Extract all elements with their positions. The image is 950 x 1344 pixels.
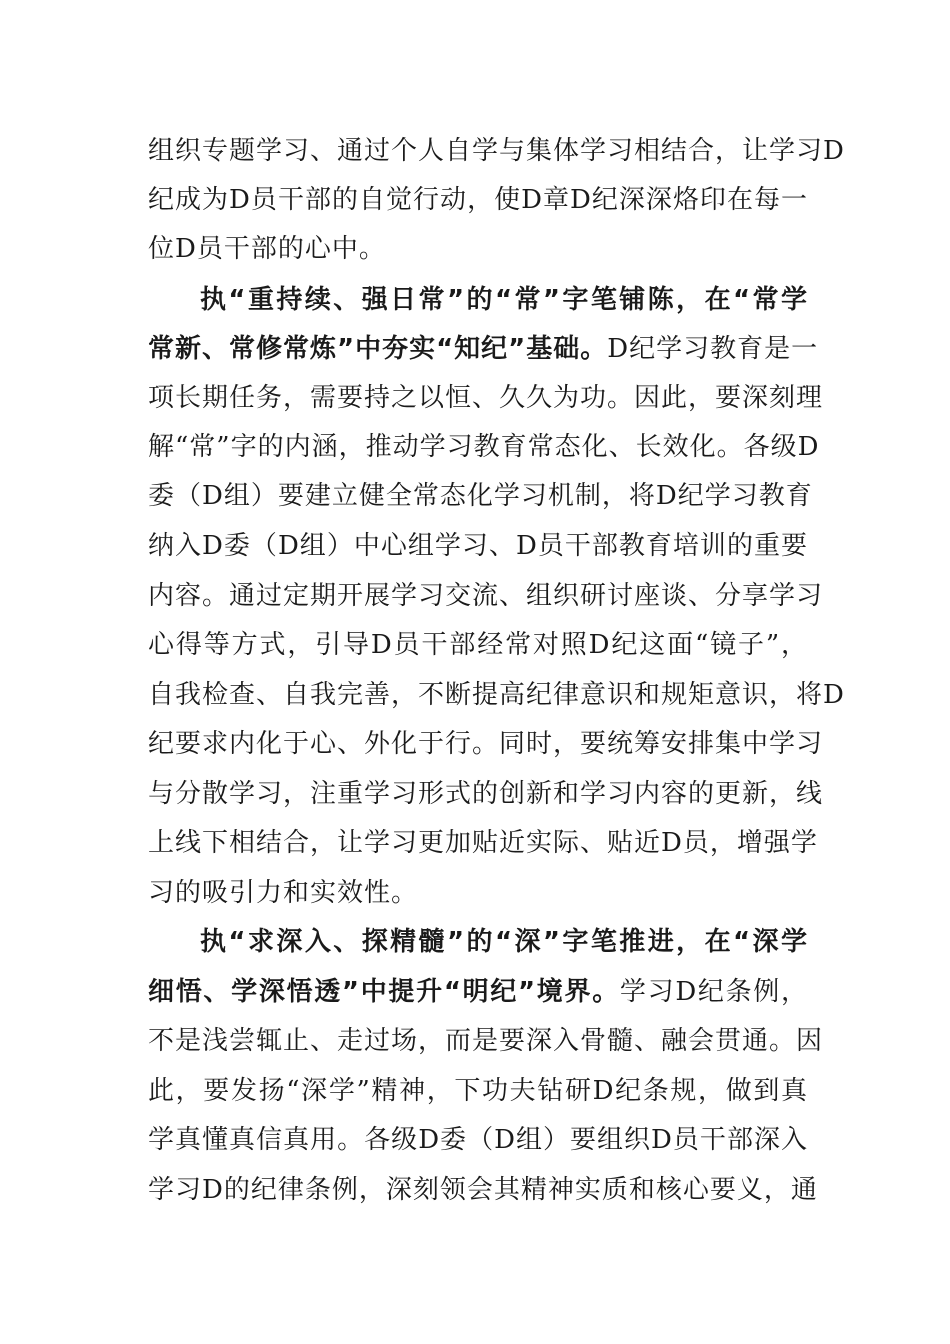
- line-text: 委（D组）要建立健全常态化学习机制，将D纪学习教育: [148, 481, 813, 511]
- heading-text: 细悟、学深悟透”中提升“明纪”境界。: [148, 977, 620, 1007]
- line-text: 与分散学习，注重学习形式的创新和学习内容的更新，线: [148, 779, 824, 809]
- heading-text: 常新、常修常炼”中夯实“知纪”基础。: [148, 334, 608, 364]
- line-text: 纪要求内化于心、外化于行。同时，要统筹安排集中学习: [148, 729, 824, 759]
- heading-text: 执“重持续、强日常”的“常”字笔铺陈，在“常学: [200, 285, 808, 315]
- line-text: 自我检查、自我完善，不断提高纪律意识和规矩意识，将D: [148, 680, 845, 710]
- text-line: [148, 1021, 824, 1061]
- text-line: [148, 625, 808, 665]
- line-text: 学习D的纪律条例，深刻领会其精神实质和核心要义，通: [148, 1175, 818, 1205]
- line-text: 位D员干部的心中。: [148, 234, 386, 264]
- line-text: 上线下相结合，让学习更加贴近实际、贴近D员，增强学: [148, 828, 818, 858]
- text-line: [148, 774, 824, 814]
- text-line: [148, 873, 808, 913]
- line-text: 内容。通过定期开展学习交流、组织研讨座谈、分享学习: [148, 581, 824, 611]
- text-line: [148, 229, 808, 269]
- line-text: D纪学习教育是一: [607, 334, 819, 364]
- text-line: [148, 378, 824, 418]
- line-text: 习的吸引力和实效性。: [148, 878, 419, 908]
- text-line: [148, 476, 813, 516]
- line-text: 解“常”字的内涵，推动学习教育常态化、长效化。各级D: [148, 432, 820, 462]
- line-text: 不是浅尝辄止、走过场，而是要深入骨髓、融会贯通。因: [148, 1026, 824, 1056]
- line-text: 项长期任务，需要持之以恒、久久为功。因此，要深刻理: [148, 383, 824, 413]
- paragraph-heading-line: [148, 972, 808, 1012]
- line-text: 组织专题学习、通过个人自学与集体学习相结合，让学习D: [148, 136, 845, 166]
- paragraph-heading-line: [200, 922, 808, 962]
- text-line: [148, 180, 808, 220]
- heading-text: 执“求深入、探精髓”的“深”字笔推进，在“深学: [200, 927, 808, 957]
- text-line: [148, 526, 808, 566]
- paragraph-heading-line: [148, 329, 819, 369]
- line-text: 学真懂真信真用。各级D委（D组）要组织D员干部深入: [148, 1125, 808, 1155]
- text-line: [148, 576, 824, 616]
- text-line: [148, 427, 820, 467]
- line-text: 学习D纪条例，: [619, 977, 808, 1007]
- line-text: 此，要发扬“深学”精神，下功夫钻研D纪条规，做到真: [148, 1076, 808, 1106]
- text-line: [148, 675, 845, 715]
- line-text: 纪成为D员干部的自觉行动，使D章D纪深深烙印在每一: [148, 185, 808, 215]
- text-line: [148, 1170, 818, 1210]
- line-text: 纳入D委（D组）中心组学习、D员干部教育培训的重要: [148, 531, 808, 561]
- paragraph-heading-line: [200, 280, 808, 320]
- text-line: [148, 724, 824, 764]
- text-line: [148, 1120, 808, 1160]
- text-line: [148, 131, 845, 171]
- text-line: [148, 1071, 808, 1111]
- line-text: 心得等方式，引导D员干部经常对照D纪这面“镜子”，: [148, 630, 808, 660]
- text-line: [148, 823, 818, 863]
